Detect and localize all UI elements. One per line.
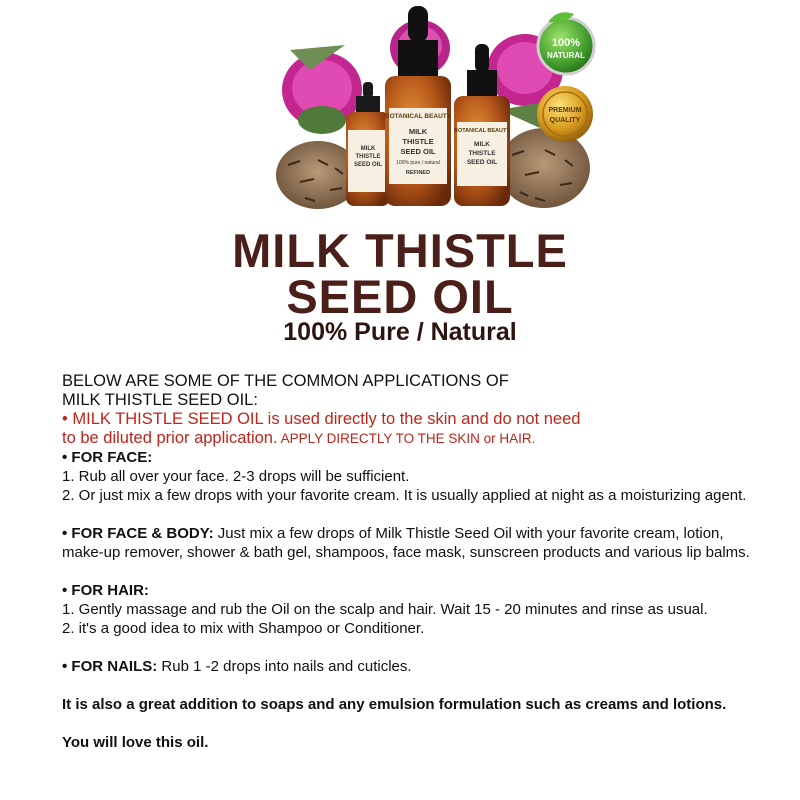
product-hero-image [0, 0, 800, 228]
face-heading: • FOR FACE: [62, 449, 153, 466]
bottle-label-text: MILK [360, 146, 376, 152]
badge-natural-label: NATURAL [546, 51, 586, 60]
bottle-label-brand: BOTANICAL BEAUTY [453, 128, 511, 134]
direct-application-text: to be diluted prior application. [62, 429, 278, 447]
bottle-label-brand: BOTANICAL BEAUTY [384, 113, 452, 120]
face-body-label: • FOR FACE & BODY: [62, 525, 214, 542]
direct-application-note-cont [62, 429, 752, 448]
bottle-label-refined: REFINED [405, 170, 431, 176]
product-title-line1: MILK THISTLE [232, 224, 568, 277]
face-step: 1. Rub all over your face. 2-3 drops will be sufficient. [62, 468, 410, 485]
nails-text: Rub 1 -2 drops into nails and cuticles. [157, 658, 412, 675]
spacer [62, 676, 752, 695]
badge-natural-percent: 100% [551, 37, 581, 49]
intro-line: MILK THISTLE SEED OIL: [62, 391, 258, 409]
apply-directly-note: APPLY DIRECTLY TO THE SKIN or HAIR. [277, 431, 536, 446]
bottle-label-text: THISTLE [355, 154, 381, 160]
nails-paragraph [62, 657, 752, 676]
product-illustration [0, 0, 800, 228]
hair-step: 1. Gently massage and rub the Oil on the scalp and hair. Wait 15 - 20 minutes and rinse as usual. [62, 601, 708, 618]
closing-line: You will love this oil. [62, 734, 209, 751]
bottle-label-text: SEED OIL [353, 162, 383, 168]
nails-label: • FOR NAILS: [62, 658, 158, 675]
product-title-line2: SEED OIL [286, 270, 514, 323]
soaps-note: It is also a great addition to soaps and any emulsion formulation such as creams and lotions. [62, 696, 727, 713]
badge-quality-label: QUALITY [549, 117, 581, 124]
bottle-label-text: SEED OIL [466, 159, 498, 166]
premium-quality-badge-icon [537, 86, 593, 142]
spacer [62, 714, 752, 733]
direct-application-note: • MILK THISTLE SEED OIL is used directly to the skin and do not need [62, 410, 581, 428]
bottle-label-text: THISTLE [468, 150, 496, 157]
badge-premium-label: PREMIUM [548, 107, 582, 114]
applications-content [62, 372, 752, 752]
intro-line: BELOW ARE SOME OF THE COMMON APPLICATIONS OF [62, 372, 509, 390]
hair-heading: • FOR HAIR: [62, 582, 149, 599]
face-body-paragraph [62, 524, 752, 562]
bottle-label-text: MILK [474, 141, 490, 148]
spacer [62, 505, 752, 524]
hair-step: 2. it's a good idea to mix with Shampoo or Conditioner. [62, 620, 425, 637]
spacer [62, 562, 752, 581]
bottle-label-sub: 100% pure / natural [396, 160, 440, 166]
face-step: 2. Or just mix a few drops with your favorite cream. It is usually applied at night as a moisturizing agent. [62, 487, 747, 504]
bottle-label-text: SEED OIL [400, 147, 436, 156]
product-subtitle: 100% Pure / Natural [283, 318, 517, 346]
bottle-label-text: MILK [408, 127, 428, 136]
natural-badge-icon [538, 12, 594, 74]
bottle-label-text: THISTLE [402, 137, 434, 146]
seed-pile-icon [498, 128, 590, 208]
face-body-text: Just mix a few drops of Milk Thistle Seed Oil with your favorite cream, lotion, make-up remover, shower & bath gel, shampoos, face mask, sunscreen products and various lip balms. [62, 525, 750, 561]
spacer [62, 638, 752, 657]
